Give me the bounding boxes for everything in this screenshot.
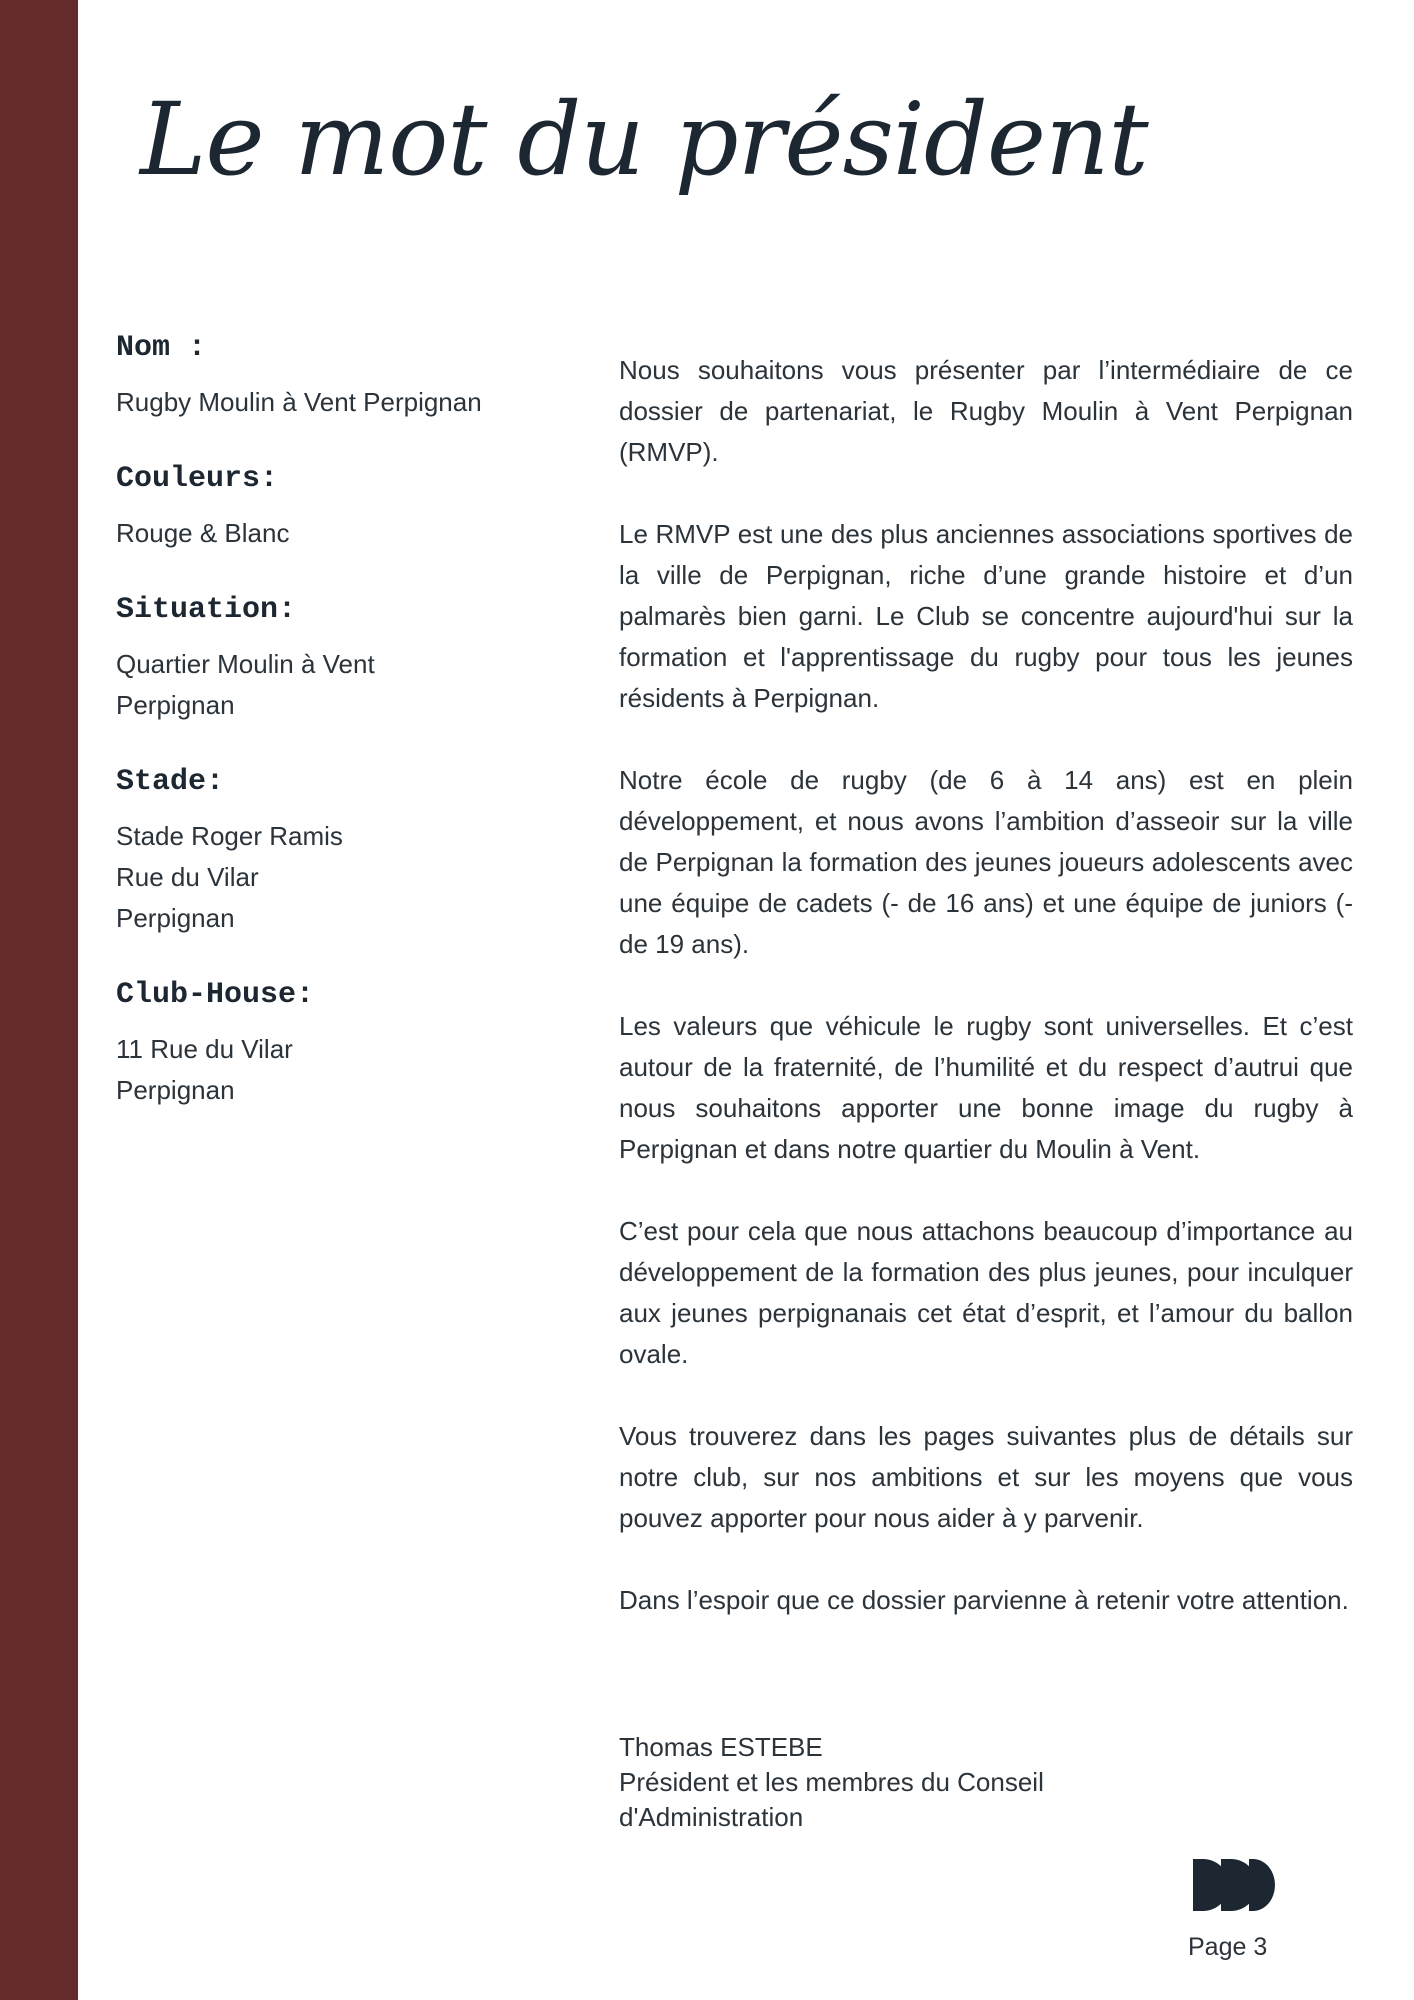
letter-paragraph: Le RMVP est une des plus anciennes associations sportives de la ville de Perpignan, riche d’une grande histoire et d’un palmarès bien garni. Le Club se concentre aujourd'hui sur la formation et l'apprentissage du rugby pour tous les jeunes résidents à Perpignan. <box>619 519 1353 713</box>
letter-paragraph: Dans l’espoir que ce dossier parvienne à retenir votre attention. <box>619 1585 1349 1615</box>
info-field-couleurs <box>116 459 566 554</box>
info-label: Nom : <box>116 331 207 365</box>
page-number: Page 3 <box>1188 1933 1268 1961</box>
signature-role: Président et les membres du Conseil <box>619 1767 1044 1797</box>
info-field-club-house <box>116 975 566 1111</box>
info-value: Quartier Moulin à Vent <box>116 649 375 679</box>
info-label: Situation: <box>116 593 297 627</box>
signature-block <box>619 1730 1169 1835</box>
letter-paragraph: Vous trouverez dans les pages suivantes plus de détails sur notre club, sur nos ambitions et sur les moyens que vous pouvez apporter pour nous aider à y parvenir. <box>619 1421 1353 1533</box>
info-value: Rugby Moulin à Vent Perpignan <box>116 387 482 417</box>
letter-paragraph: Nous souhaitons vous présenter par l’intermédiaire de ce dossier de partenariat, le Rugby Moulin à Vent Perpignan (RMVP). <box>619 355 1353 467</box>
page-title: Le mot du président <box>140 81 1148 198</box>
president-letter <box>619 350 1353 1662</box>
info-value: Perpignan <box>116 1075 235 1105</box>
info-value: Rouge & Blanc <box>116 518 290 548</box>
signature-role-continued: d'Administration <box>619 1802 804 1832</box>
info-field-situation <box>116 590 566 726</box>
info-label: Stade: <box>116 765 225 799</box>
info-value: Perpignan <box>116 903 235 933</box>
info-field-nom <box>116 328 566 423</box>
info-field-stade <box>116 762 566 939</box>
triple-chevron-icon <box>1193 1859 1275 1911</box>
signature-name: Thomas ESTEBE <box>619 1732 823 1762</box>
letter-paragraph: C’est pour cela que nous attachons beaucoup d’importance au développement de la formation des plus jeunes, pour inculquer aux jeunes perpignanais cet état d’esprit, et l’amour du ballon ovale. <box>619 1216 1353 1369</box>
info-label: Couleurs: <box>116 462 279 496</box>
club-info-column <box>116 328 566 1147</box>
letter-paragraph: Notre école de rugby (de 6 à 14 ans) est en plein développement, et nous avons l’ambition d’asseoir sur la ville de Perpignan la formation des jeunes joueurs adolescents avec une équipe de cadets (- de 16 ans) et une équipe de juniors (- de 19 ans). <box>619 765 1353 959</box>
info-value: Perpignan <box>116 690 235 720</box>
decorative-sidebar <box>0 0 78 2000</box>
info-value: 11 Rue du Vilar <box>116 1034 293 1064</box>
letter-paragraph: Les valeurs que véhicule le rugby sont universelles. Et c’est autour de la fraternité, de l’humilité et du respect d’autrui que nous souhaitons apporter une bonne image du rugby à Perpignan et dans notre quartier du Moulin à Vent. <box>619 1011 1353 1164</box>
info-value: Stade Roger Ramis <box>116 821 343 851</box>
info-label: Club-House: <box>116 978 315 1012</box>
info-value: Rue du Vilar <box>116 862 259 892</box>
